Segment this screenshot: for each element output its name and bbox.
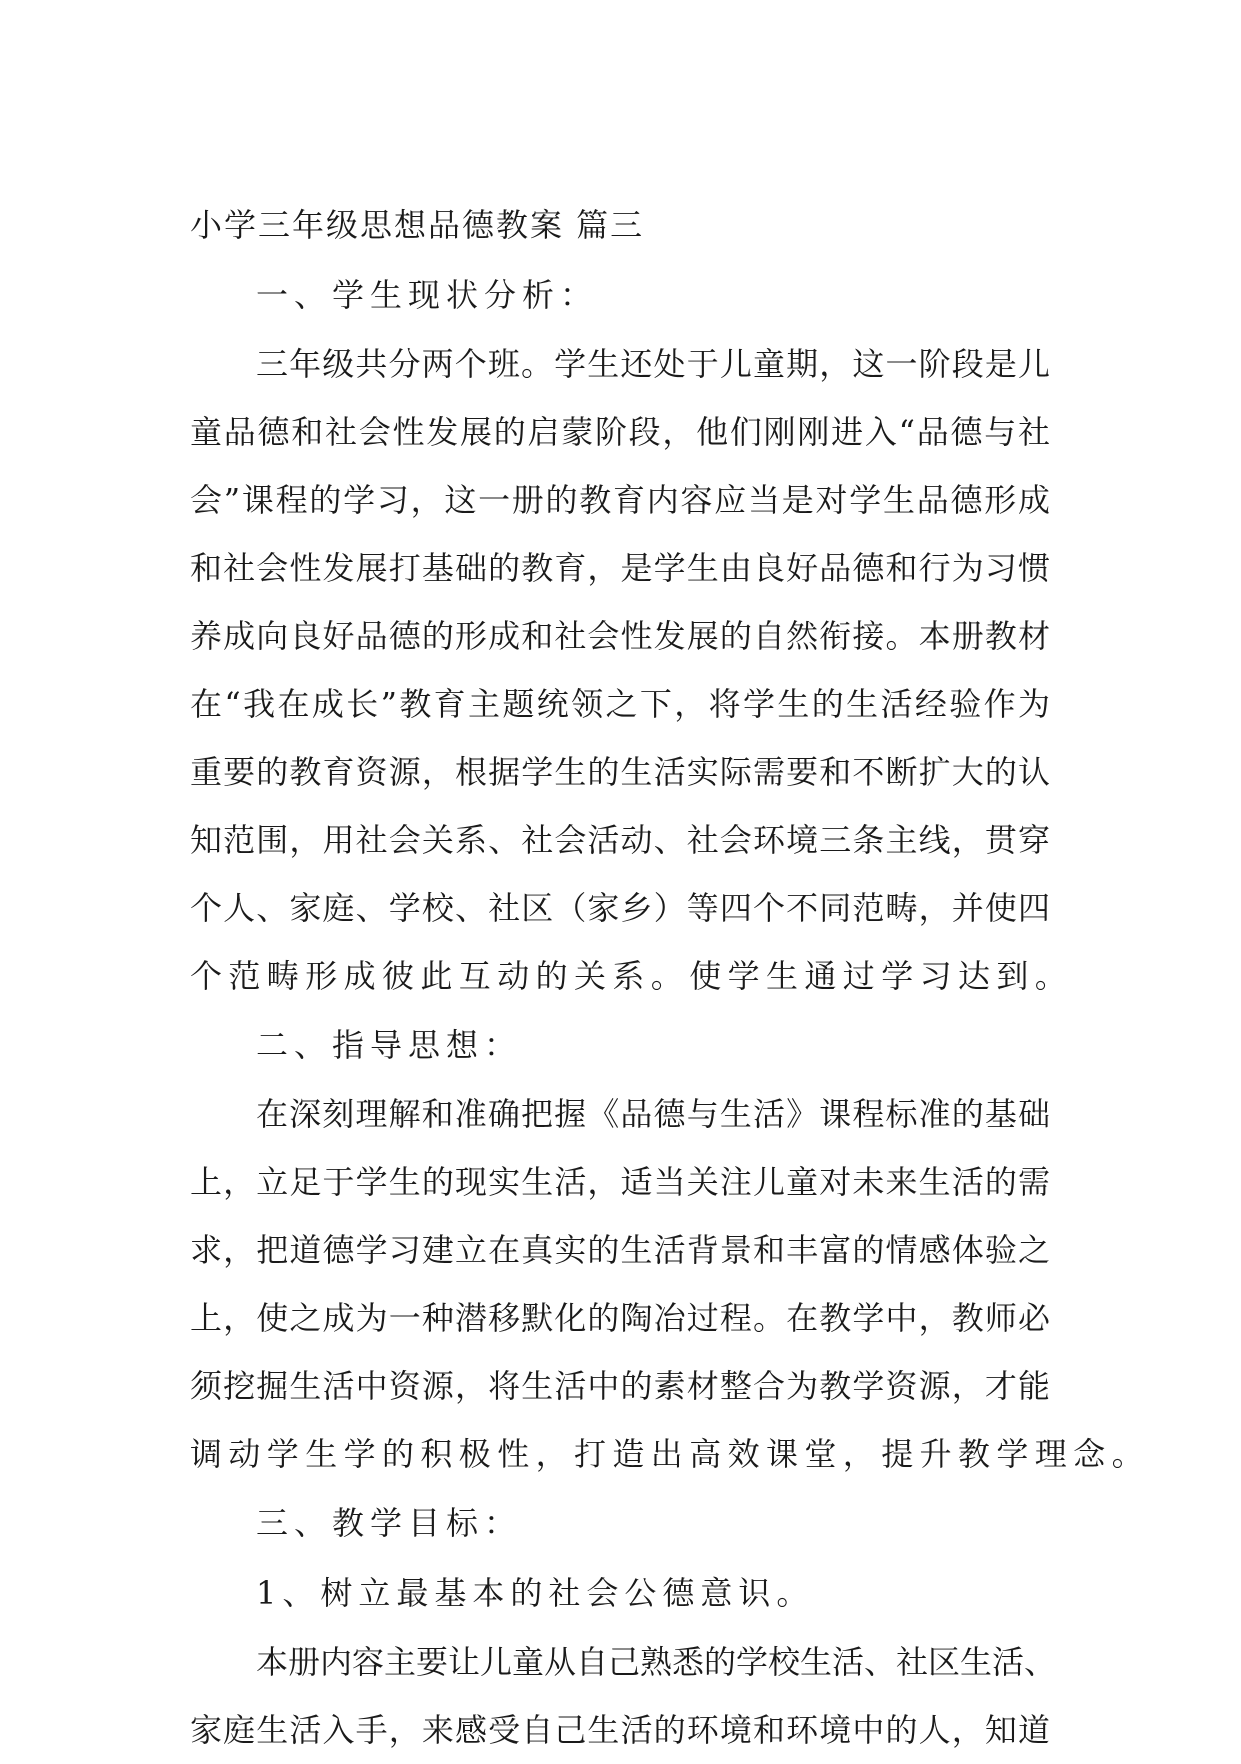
- section-heading-guiding-ideology: 二、指导思想：: [256, 1026, 523, 1064]
- document-title: 小学三年级思想品德教案 篇三: [190, 206, 645, 244]
- paragraph-line: 重要的教育资源，根据学生的生活实际需要和不断扩大的认: [190, 753, 1050, 791]
- paragraph-line: 三年级共分两个班。学生还处于儿童期，这一阶段是儿: [256, 345, 1050, 383]
- paragraph-line: 上，使之成为一种潜移默化的陶冶过程。在教学中，教师必: [190, 1299, 1050, 1337]
- paragraph-line: 须挖掘生活中资源，将生活中的素材整合为教学资源，才能: [190, 1367, 1050, 1405]
- paragraph-teaching-objectives: [190, 1628, 1057, 1764]
- section-heading-teaching-objectives: 三、教学目标：: [256, 1504, 523, 1542]
- paragraph-line: 上，立足于学生的现实生活，适当关注儿童对未来生活的需: [190, 1163, 1050, 1201]
- paragraph-line: 调动学生学的积极性，打造出高效课堂，提升教学理念。: [190, 1435, 1151, 1473]
- document-page: [190, 190, 1151, 1764]
- paragraph-line: 会”课程的学习，这一册的教育内容应当是对学生品德形成: [190, 481, 1050, 519]
- paragraph-line: 养成向良好品德的形成和社会性发展的自然衔接。本册教材: [190, 617, 1050, 655]
- paragraph-line: 在深刻理解和准确把握《品德与生活》课程标准的基础: [256, 1095, 1050, 1133]
- paragraph-line: 本册内容主要让儿童从自己熟悉的学校生活、社区生活、: [256, 1643, 1057, 1681]
- paragraph-guiding-ideology: [190, 1080, 1151, 1488]
- paragraph-line: 家庭生活入手，来感受自己生活的环境和环境中的人，知道: [190, 1711, 1050, 1749]
- paragraph-line: 个范畴形成彼此互动的关系。使学生通过学习达到。: [190, 957, 1074, 995]
- paragraph-student-analysis: [190, 330, 1074, 1010]
- paragraph-line: 求，把道德学习建立在真实的生活背景和丰富的情感体验之: [190, 1231, 1050, 1269]
- paragraph-line: 在“我在成长”教育主题统领之下，将学生的生活经验作为: [190, 685, 1050, 723]
- section-heading-student-analysis: 一、学生现状分析：: [256, 276, 599, 314]
- paragraph-line: 和社会性发展打基础的教育，是学生由良好品德和行为习惯: [190, 549, 1050, 587]
- objective-item-1: 1、树立最基本的社会公德意识。: [256, 1574, 815, 1612]
- paragraph-line: 童品德和社会性发展的启蒙阶段，他们刚刚进入“品德与社: [190, 413, 1050, 451]
- paragraph-line: 知范围，用社会关系、社会活动、社会环境三条主线，贯穿: [190, 821, 1050, 859]
- paragraph-line: 个人、家庭、学校、社区（家乡）等四个不同范畴，并使四: [190, 889, 1050, 927]
